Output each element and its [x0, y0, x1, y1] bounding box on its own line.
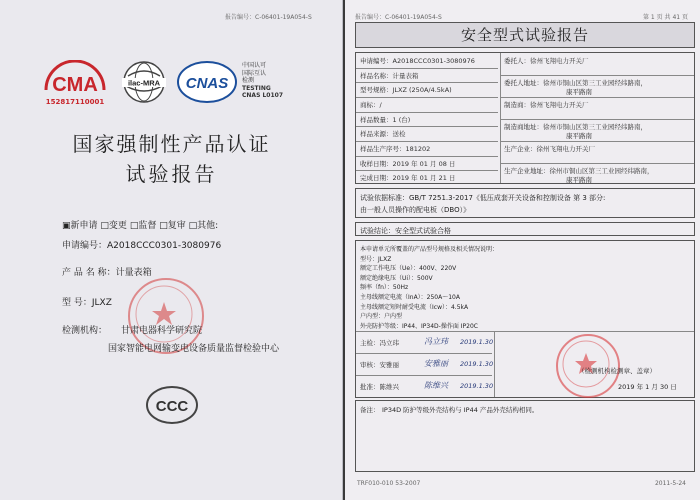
ccc-text: CCC — [155, 398, 189, 415]
info-row: 商标：/ — [360, 101, 382, 109]
signer-role: 批准：陈维兴 — [360, 383, 399, 391]
report-number: 报告编号：C-06401-19A054-S — [355, 14, 442, 21]
test-basis-line1: 试验依据标准：GB/T 7251.3-2017《低压成套开关设备和控制设备 第 3 部分: — [360, 194, 606, 202]
row-divider — [356, 141, 498, 142]
signer-role: 主检：冯立玮 — [360, 339, 399, 347]
signature: 陈维兴 — [424, 381, 448, 390]
detail-line: 频率（fn）：50Hz — [360, 284, 409, 292]
cnas-cn-label: 中国认可 国际互认 检测 TESTING CNAS L0107 — [242, 62, 284, 99]
test-basis-box — [355, 188, 695, 218]
conclusion-box — [355, 222, 695, 236]
report-title: 安全型式试验报告 — [355, 22, 695, 48]
detail-line: 额定工作电压（Ue）：400V、220V — [360, 265, 457, 273]
info-row: 样品名称：计量表箱 — [360, 71, 419, 80]
detail-line: 额定绝缘电压（Ui）：500V — [360, 274, 433, 282]
info-row: 收样日期：2019 年 01 月 08 日 — [360, 159, 456, 168]
cnas-logo — [176, 60, 238, 108]
info-row: 样品生产序号：181202 — [360, 145, 431, 153]
test-basis-line2: 由一般人员操作的配电板（DBO）》 — [360, 206, 471, 214]
checkbox-change[interactable]: □变更 — [100, 221, 127, 231]
detail-line: 型号：JLXZ — [360, 255, 392, 263]
party-row-continuation: 康平路南 — [566, 88, 592, 96]
row-divider — [500, 141, 694, 142]
row-divider — [356, 82, 498, 83]
cma-logo — [40, 60, 110, 108]
cover-subtitle: 试验报告 — [125, 162, 218, 186]
test-conclusion: 试验结论：安全型式试验合格 — [360, 226, 451, 235]
row-divider — [356, 97, 498, 98]
row-divider — [356, 170, 498, 171]
remarks-box — [355, 400, 695, 472]
empty-box-icon: □ — [188, 221, 198, 231]
info-row: 样品来源：送检 — [360, 130, 406, 139]
details-box — [355, 240, 695, 398]
cma-logo-text: CMA — [52, 74, 98, 96]
form-date: 2011-5-24 — [654, 480, 686, 487]
cover-page — [0, 0, 343, 500]
checkbox-review[interactable]: □复审 — [159, 221, 186, 231]
page-indicator: 第 1 页 共 41 页 — [643, 14, 688, 21]
detail-line: 主母线额定短时耐受电流（Icw）：4.5kA — [360, 303, 469, 311]
report-page — [345, 0, 700, 500]
cover-report-number: 报告编号：C-06401-19A054-S — [225, 14, 312, 21]
remarks-text: IP34D 防护等级外壳结构与 IP44 产品外壳结构相同。 — [382, 406, 539, 414]
empty-box-icon: □ — [159, 221, 168, 231]
application-number-row: 申请编号：A2018CCC0301-3080976 — [62, 241, 222, 251]
row-divider — [356, 68, 498, 69]
empty-box-icon: □ — [100, 221, 109, 231]
stamp-date: 2019 年 1 月 30 日 — [618, 383, 677, 391]
row-divider — [500, 97, 694, 98]
detail-line: 本申请单元所覆盖的产品型号规格及相关情况说明： — [360, 246, 499, 253]
row-divider — [500, 119, 694, 120]
ccc-logo — [145, 385, 199, 425]
sample-info-table — [355, 52, 695, 184]
info-row: 型号规格：JLXZ (250A/4.5kA) — [360, 86, 452, 95]
row-divider — [356, 156, 498, 157]
party-row-continuation: 康平路南 — [566, 176, 592, 184]
detail-line: 户内型：户内型 — [360, 313, 403, 321]
checkbox-other[interactable]: □其他: — [188, 221, 219, 231]
checked-box-icon: ▣ — [62, 221, 71, 231]
remarks-label: 备注： — [360, 406, 380, 414]
ilac-text: ilac-MRA — [127, 78, 161, 88]
signature-date: 2019.1.30 — [460, 382, 494, 390]
row-divider — [500, 75, 694, 76]
party-row: 生产企业地址：徐州市铜山区第三工业园经纬路南， — [504, 167, 654, 175]
party-row: 制造商地址：徐州市铜山区第三工业园经纬路南， — [504, 123, 647, 131]
party-row-continuation: 康平路南 — [566, 132, 592, 140]
party-row: 委托人地址：徐州市铜山区第三工业园经纬路南， — [504, 79, 647, 87]
cover-title: 国家强制性产品认证 — [72, 132, 271, 156]
info-row: 样品数量：1 (台) — [360, 115, 411, 124]
row-divider — [356, 112, 498, 113]
checkbox-supervision[interactable]: □监督 — [129, 221, 157, 231]
empty-box-icon: □ — [129, 221, 139, 231]
party-row: 制造商：徐州飞翔电力开关厂 — [504, 101, 589, 109]
form-number: TRF010-010 53-2007 — [357, 480, 421, 487]
row-divider — [500, 163, 694, 164]
cma-number: 152817110001 — [45, 98, 105, 106]
info-row: 完成日期：2019 年 01 月 21 日 — [360, 174, 456, 183]
party-row: 委托人：徐州飞翔电力开关厂 — [504, 57, 589, 65]
signature-date: 2019.1.30 — [460, 338, 494, 346]
testing-organization-row: 检测机构： 甘肃电器科学研究院 — [62, 326, 203, 336]
model-row: 型 号：JLXZ — [62, 298, 112, 308]
checkbox-new-application[interactable]: ▣新申请 — [62, 221, 98, 231]
signer-role: 审核：安雅丽 — [360, 361, 399, 369]
detail-line: 主母线额定电流（InA）：250A～10A — [360, 294, 460, 301]
ilac-mra-logo — [118, 60, 170, 108]
row-divider — [356, 126, 498, 127]
product-name-row: 产 品 名 称：计量表箱 — [62, 268, 152, 278]
cnas-text: CNAS — [185, 75, 229, 92]
testing-organization-line2: 国家智能电网输变电设备质量监督检验中心 — [108, 344, 280, 354]
signature-date: 2019.1.30 — [460, 360, 494, 368]
application-type-checkboxes — [62, 218, 218, 231]
signature: 安雅丽 — [424, 359, 448, 368]
signature: 冯立玮 — [424, 337, 448, 346]
detail-line: 外壳防护等级：IP44、IP34D-操作面 IP20C — [360, 322, 478, 330]
party-row: 生产企业：徐州飞翔电力开关厂 — [504, 145, 595, 153]
info-row: 申请编号：A2018CCC0301-3080976 — [360, 57, 475, 65]
stamp-caption: （检测机构检测章、盖章） — [578, 367, 656, 375]
